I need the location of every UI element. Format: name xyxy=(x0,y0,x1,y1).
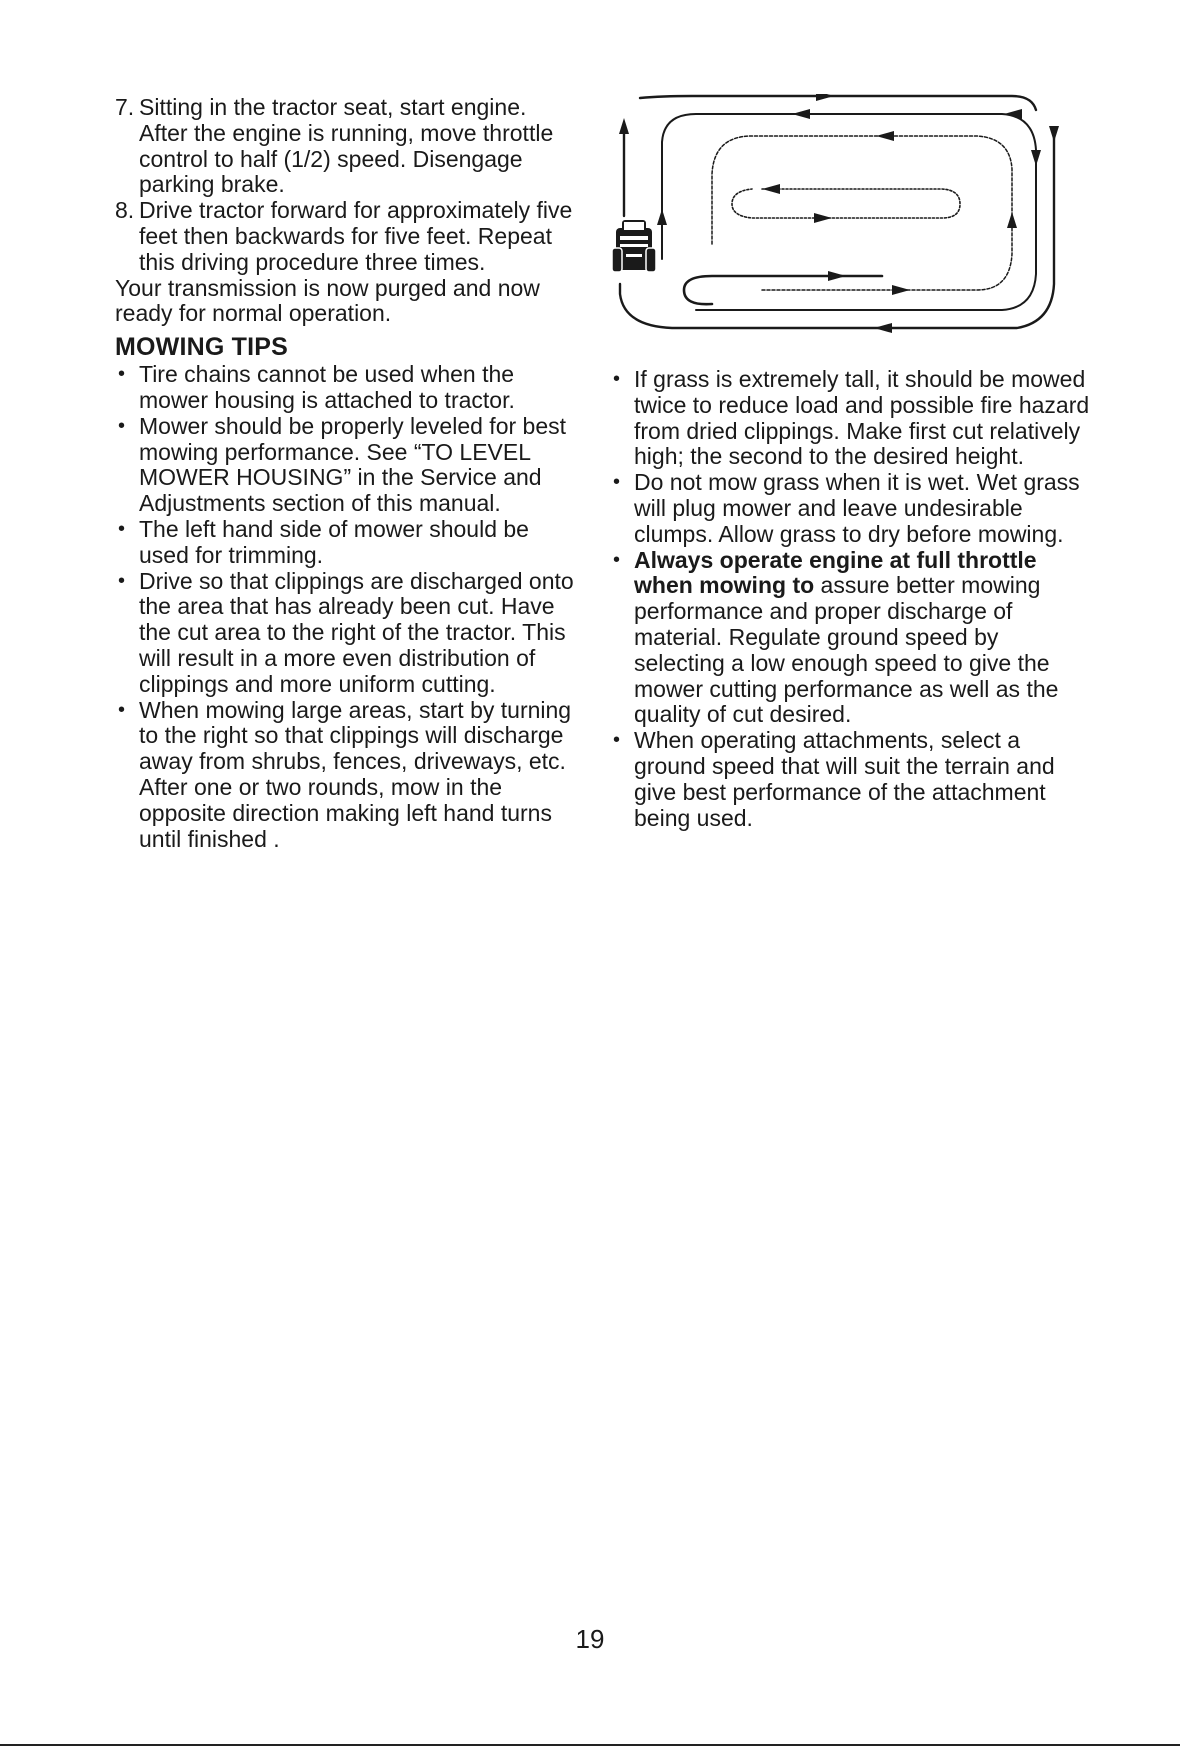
step-7-text: Sitting in the tractor seat, start engine. After the engine is running, move throttle control to half (1/2) speed. Disengage parking brake. xyxy=(139,94,554,198)
list-item xyxy=(610,548,1090,729)
step-8-number: 8. xyxy=(115,197,135,224)
mowing-pattern-diagram xyxy=(612,94,1064,348)
bottom-rule xyxy=(0,1744,1180,1746)
loop-inner xyxy=(732,189,960,218)
right-column xyxy=(610,367,1090,831)
bullet-icon: • xyxy=(118,517,126,540)
tip-text: Do not mow grass when it is wet. Wet grass will plug mower and leave undesirable clumps. Allow grass to dry before mowing. xyxy=(634,469,1080,547)
tip-text: Drive so that clippings are discharged onto the area that has already been cut. Have the cut area to the right of the tractor. This will result in a more even distribution of clippings and more uniform cutting. xyxy=(139,567,574,697)
list-item xyxy=(115,362,575,414)
bullet-icon: • xyxy=(613,471,621,494)
tip-text: If grass is extremely tall, it should be mowed twice to reduce load and possible fire hazard from dried clippings. Make first cut relatively high; the second to the desired height. xyxy=(634,366,1090,470)
step-8-text: Drive tractor forward for approximately five feet then backwards for five feet. Repeat this driving procedure three times. xyxy=(139,197,573,275)
tip-text: Tire chains cannot be used when the mower housing is attached to tractor. xyxy=(139,361,515,413)
arrow-left-icon xyxy=(1004,109,1022,119)
bullet-icon: • xyxy=(118,698,126,721)
arrow-left-icon xyxy=(876,131,894,141)
mowing-tips-heading: MOWING TIPS xyxy=(115,333,289,362)
tip-text: Mower should be properly leveled for best mowing performance. See “TO LEVEL MOWER HOUSING” in the Service and Adjustments section of this manual. xyxy=(139,412,567,517)
outer-path-top xyxy=(640,96,1036,110)
page-number: 19 xyxy=(575,1624,605,1654)
list-item xyxy=(610,470,1090,547)
arrow-left-icon xyxy=(874,323,892,333)
tip-text: The left hand side of mower should be used for trimming. xyxy=(139,515,529,568)
tip-bold-text: Always operate engine at full throttle when mowing to xyxy=(634,546,1037,599)
list-item xyxy=(115,569,575,698)
tip-text: When operating attachments, select a ground speed that will suit the terrain and give best performance of the attachment being used. xyxy=(634,727,1055,831)
purge-note: Your transmission is now purged and now ready for normal operation. xyxy=(115,274,540,327)
mowing-tips-list xyxy=(115,362,575,852)
right-tips-list xyxy=(610,367,1090,831)
list-item xyxy=(115,517,575,569)
step-8 xyxy=(115,198,575,275)
arrow-up-icon xyxy=(657,209,667,225)
step-7 xyxy=(115,95,575,198)
arrow-right-icon xyxy=(814,213,832,223)
bullet-icon: • xyxy=(118,414,126,437)
arrow-right-icon xyxy=(828,271,846,281)
tip-text: assure better mowing performance and proper discharge of material. Regulate ground speed by selecting a low enough speed to give the mower cutting performance as well as the quality of cut desired. xyxy=(634,572,1059,728)
left-column xyxy=(115,95,575,852)
list-item xyxy=(115,698,575,853)
list-item xyxy=(115,414,575,517)
loop-3 xyxy=(712,136,1012,290)
list-item xyxy=(610,728,1090,831)
arrow-up-icon xyxy=(1007,212,1017,228)
bullet-icon: • xyxy=(613,729,621,752)
bullet-icon: • xyxy=(118,363,126,386)
arrow-up-icon xyxy=(619,118,629,134)
tractor-icon xyxy=(612,220,656,272)
arrow-down-icon xyxy=(1049,126,1059,142)
outer-path-right xyxy=(620,138,1054,328)
arrow-right-icon xyxy=(892,285,910,295)
arrow-left-icon xyxy=(792,109,810,119)
bullet-icon: • xyxy=(613,548,621,571)
step-7-number: 7. xyxy=(115,94,135,120)
loop-2 xyxy=(662,114,1036,310)
arrow-left-icon xyxy=(762,184,780,194)
bullet-icon: • xyxy=(613,368,621,390)
tip-text: When mowing large areas, start by turning to the right so that clippings will discharge away from shrubs, fences, driveways, etc. After one or two rounds, mow in the opposite direction making left hand turns until finished . xyxy=(139,696,572,852)
arrow-down-icon xyxy=(1031,150,1041,166)
bullet-icon: • xyxy=(118,569,126,592)
list-item xyxy=(610,367,1090,470)
